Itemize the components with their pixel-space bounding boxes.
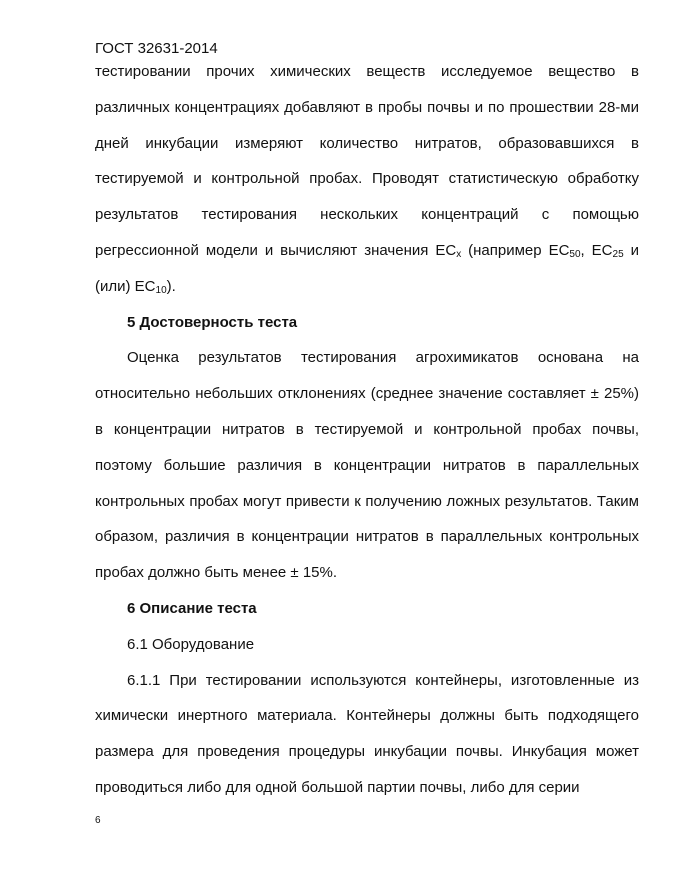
paragraph-text: , EC [580, 241, 613, 259]
paragraph-text: (например EC [461, 241, 570, 259]
section-5-paragraph: Оценка результатов тестирования агрохимикатов основана на относительно небольших отклонениях (среднее значение составляет ± 25%) в концентрации нитратов в тестируемой и контрольной пробах почвы, поэтому большие различия в концентрации нитратов в параллельных контрольных пробах могут привести к получению ложных результатов. Таким образом, различия в концентрации нитратов в параллельных контрольных пробах должно быть менее ± 15%. [95, 349, 639, 582]
subscript-25: 25 [612, 248, 624, 260]
section-6-1-1-paragraph: 6.1.1 При тестировании используются контейнеры, изготовленные из химически инертного материала. Контейнеры должны быть подходящего размера для проведения процедуры инкубации почвы. Инкубация может проводиться либо для одной большой партии почвы, либо для серии [95, 671, 639, 796]
page-number: 6 [95, 815, 101, 826]
paragraph-continuation [95, 54, 639, 305]
subscript-x: x [456, 248, 462, 260]
paragraph-text: и (или) EC [95, 241, 640, 295]
subscript-10: 10 [155, 284, 167, 296]
subscript-50: 50 [569, 248, 581, 260]
document-body [95, 54, 639, 806]
section-5-heading: 5 Достоверность теста [127, 313, 298, 331]
section-6-1-heading: 6.1 Оборудование [127, 635, 255, 653]
running-header: ГОСТ 32631-2014 [95, 40, 218, 57]
paragraph-text: ). [166, 277, 176, 295]
paragraph-text: тестировании прочих химических веществ исследуемое вещество в различных концентрациях добавляют в пробы почвы и по прошествии 28-ми дней инкубации измеряют количество нитратов, образовавшихся в тестируемой и контрольной пробах. Проводят статистическую обработку результатов тестирования нескольких концентраций с помощью регрессионной модели и вычисляют значения EC [95, 63, 639, 259]
section-6-heading: 6 Описание теста [127, 599, 257, 617]
